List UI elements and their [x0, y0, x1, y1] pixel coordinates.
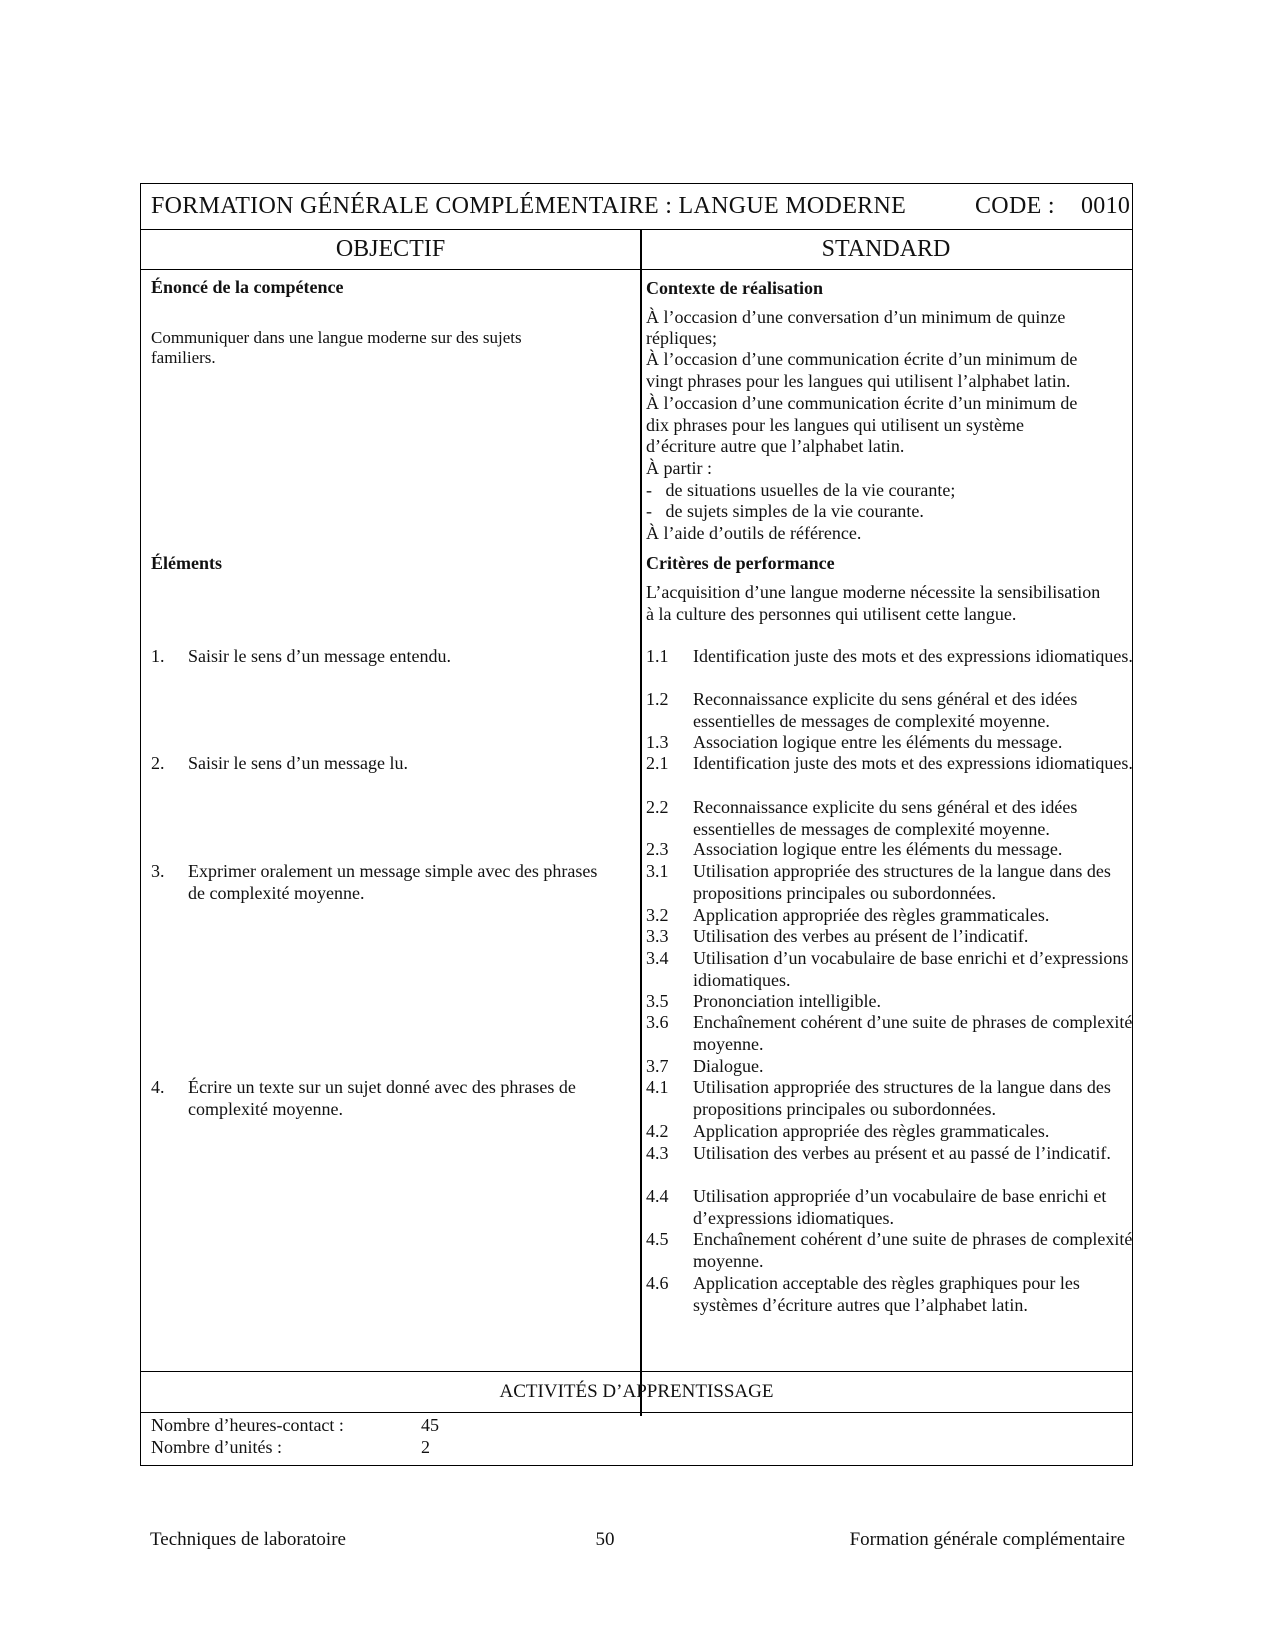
footer-left: Techniques de laboratoire [150, 1529, 346, 1550]
contexte-line: À l’aide d’outils de référence. [646, 523, 862, 543]
units-value: 2 [421, 1437, 430, 1457]
code-label: CODE : [975, 193, 1055, 219]
contexte-line: - de situations usuelles de la vie courante; [646, 480, 956, 500]
competence-heading: Énoncé de la compétence [151, 277, 344, 297]
criterion-text: Prononciation intelligible. [693, 991, 881, 1011]
element-text: Exprimer oralement un message simple avec des phrases de complexité moyenne. [188, 861, 598, 903]
criterion-text: Utilisation appropriée d’un vocabulaire de base enrichi et d’expressions idiomatiques. [693, 1186, 1107, 1228]
hours-label: Nombre d’heures-contact : [151, 1415, 344, 1435]
units-label: Nombre d’unités : [151, 1437, 282, 1457]
criterion-text: Utilisation des verbes au présent de l’indicatif. [693, 926, 1029, 946]
criterion-number: 3.2 [646, 905, 669, 925]
criterion-number: 4.4 [646, 1186, 669, 1206]
criterion-text: Utilisation d’un vocabulaire de base enrichi et d’expressions idiomatiques. [693, 948, 1129, 990]
criterion-number: 4.2 [646, 1121, 669, 1141]
element-number: 1. [151, 646, 165, 666]
page-number: 50 [595, 1529, 615, 1550]
competence-text: Communiquer dans une langue moderne sur des sujets familiers. [151, 328, 522, 367]
criterion-text: Application appropriée des règles grammaticales. [693, 905, 1050, 925]
criterion-text: Reconnaissance explicite du sens général et des idées essentielles de messages de complexité moyenne. [693, 689, 1078, 731]
element-number: 3. [151, 861, 165, 881]
criterion-text: Reconnaissance explicite du sens général et des idées essentielles de messages de complexité moyenne. [693, 797, 1078, 839]
elements-heading: Éléments [151, 553, 222, 573]
contexte-line: vingt phrases pour les langues qui utilisent l’alphabet latin. [646, 371, 1071, 391]
title-row [141, 184, 1132, 230]
criterion-text: Utilisation appropriée des structures de la langue dans des propositions principales ou subordonnées. [693, 861, 1111, 903]
criterion-number: 3.7 [646, 1056, 669, 1076]
hours-value: 45 [421, 1415, 439, 1435]
contexte-line: À l’occasion d’une conversation d’un minimum de quinze [646, 307, 1066, 327]
contexte-line: À l’occasion d’une communication écrite d’un minimum de [646, 349, 1078, 369]
element-text: Saisir le sens d’un message lu. [188, 753, 408, 773]
criterion-text: Application appropriée des règles grammaticales. [693, 1121, 1050, 1141]
criterion-text: Enchaînement cohérent d’une suite de phrases de complexité moyenne. [693, 1012, 1133, 1054]
column-divider [640, 229, 642, 1416]
activites-heading: ACTIVITÉS D’APPRENTISSAGE [141, 1371, 1132, 1413]
criterion-text: Association logique entre les éléments du message. [693, 732, 1063, 752]
criterion-number: 1.2 [646, 689, 669, 709]
criterion-text: Enchaînement cohérent d’une suite de phrases de complexité moyenne. [693, 1229, 1133, 1271]
criterion-number: 3.6 [646, 1012, 669, 1032]
criterion-number: 2.2 [646, 797, 669, 817]
competency-table [140, 183, 1133, 1466]
criterion-number: 1.3 [646, 732, 669, 752]
criterion-number: 4.5 [646, 1229, 669, 1249]
element-text: Écrire un texte sur un sujet donné avec des phrases de complexité moyenne. [188, 1077, 576, 1119]
criterion-text: Utilisation des verbes au présent et au passé de l’indicatif. [693, 1143, 1111, 1163]
footer-right: Formation générale complémentaire [849, 1529, 1125, 1550]
criterion-text: Application acceptable des règles graphiques pour les systèmes d’écriture autres que l’alphabet latin. [693, 1273, 1080, 1315]
element-number: 2. [151, 753, 165, 773]
code-value: 0010 [1081, 193, 1131, 219]
criterion-number: 2.3 [646, 839, 669, 859]
criterion-number: 4.3 [646, 1143, 669, 1163]
page-title: FORMATION GÉNÉRALE COMPLÉMENTAIRE : LANGUE MODERNE [151, 193, 907, 219]
criterion-number: 3.3 [646, 926, 669, 946]
column-header-row [141, 229, 1132, 270]
contexte-line: répliques; [646, 328, 717, 348]
column-header-standard: STANDARD [821, 236, 951, 262]
criterion-number: 4.6 [646, 1273, 669, 1293]
contexte-line: d’écriture autre que l’alphabet latin. [646, 436, 905, 456]
criterion-number: 1.1 [646, 646, 669, 666]
contexte-line: À l’occasion d’une communication écrite d’un minimum de [646, 393, 1078, 413]
column-header-objectif: OBJECTIF [335, 236, 446, 262]
contexte-line: À partir : [646, 458, 712, 478]
criterion-number: 3.4 [646, 948, 669, 968]
element-text: Saisir le sens d’un message entendu. [188, 646, 451, 666]
criterion-text: Dialogue. [693, 1056, 764, 1076]
criterion-text: Identification juste des mots et des expressions idiomatiques. [693, 753, 1133, 773]
criterion-text: Identification juste des mots et des expressions idiomatiques. [693, 646, 1133, 666]
criterion-text: Association logique entre les éléments du message. [693, 839, 1063, 859]
criterion-number: 2.1 [646, 753, 669, 773]
criterion-number: 3.1 [646, 861, 669, 881]
contexte-heading: Contexte de réalisation [646, 278, 823, 298]
contexte-line: - de sujets simples de la vie courante. [646, 501, 924, 521]
criterion-number: 4.1 [646, 1077, 669, 1097]
criteres-heading: Critères de performance [646, 553, 835, 573]
criteres-intro: L’acquisition d’une langue moderne nécessite la sensibilisation à la culture des personnes qui utilisent cette langue. [646, 582, 1101, 624]
element-number: 4. [151, 1077, 165, 1097]
hours-block [151, 1414, 439, 1458]
criterion-text: Utilisation appropriée des structures de la langue dans des propositions principales ou subordonnées. [693, 1077, 1111, 1119]
criterion-number: 3.5 [646, 991, 669, 1011]
contexte-line: dix phrases pour les langues qui utilisent un système [646, 415, 1024, 435]
